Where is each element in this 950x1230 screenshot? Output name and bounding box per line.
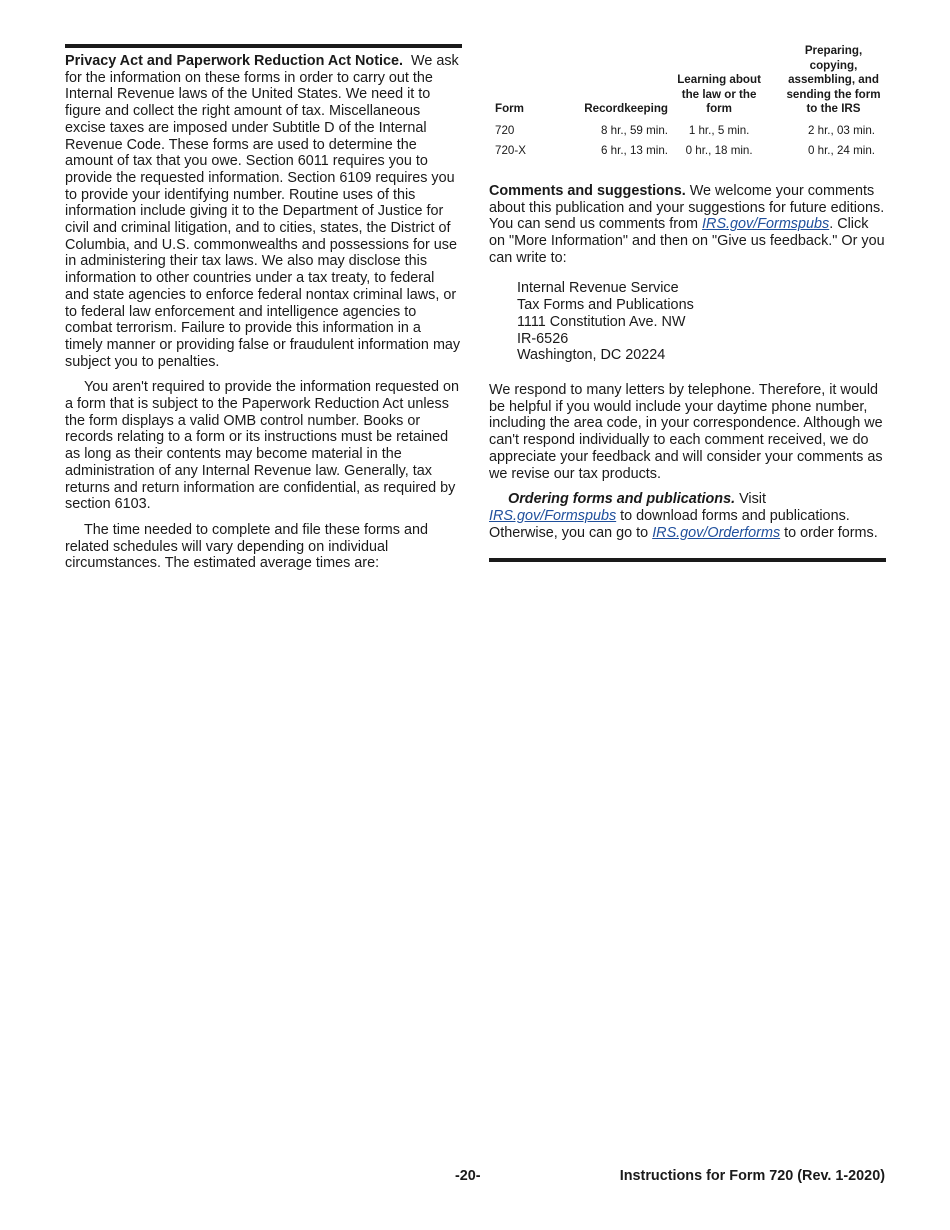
left-column: [65, 44, 462, 572]
ordering-heading: Ordering forms and publications.: [508, 491, 736, 508]
page-number: -20-: [455, 1168, 481, 1184]
cell-recordkeeping: 8 hr., 59 min.: [600, 123, 669, 137]
address-line: IR-6526: [517, 330, 569, 347]
cell-form: 720-X: [495, 143, 526, 157]
cell-form: 720: [495, 123, 515, 137]
table-header-row: [489, 44, 882, 120]
address-line: 1111 Constitution Ave. NW: [517, 313, 686, 330]
respond-paragraph: We respond to many letters by telephone. Therefore, it would be helpful if you would include your daytime phone number, including the area code, in your correspondence. Although we can't respond individually to each comment received, we do appreciate your feedback and will consider your comments as we revise our tax products.: [489, 382, 883, 482]
mailing-address: [517, 280, 886, 364]
cell-preparing: 0 hr., 24 min.: [807, 143, 875, 157]
right-column: [489, 44, 886, 562]
address-line: Washington, DC 20224: [517, 347, 666, 364]
time-needed-paragraph: The time needed to complete and file these forms and related schedules will vary depending on individual circumstances. The estimated average times are:: [65, 521, 428, 572]
ordering-text-1: Visit: [739, 491, 767, 508]
header-preparing: Preparing, copying, assembling, and sending the form to the IRS: [786, 44, 881, 116]
comments-paragraph: [489, 183, 886, 267]
header-recordkeeping: Recordkeeping: [584, 102, 669, 116]
cell-learning: 1 hr., 5 min.: [688, 123, 750, 137]
cell-recordkeeping: 6 hr., 13 min.: [600, 143, 669, 157]
header-form: Form: [495, 102, 524, 116]
comments-heading: Comments and suggestions.: [489, 182, 686, 199]
header-learning: Learning about the law or the form: [677, 73, 761, 116]
ordering-text-3: to order forms.: [784, 524, 878, 541]
formspubs-link-2[interactable]: IRS.gov/Formspubs: [489, 507, 617, 524]
paperwork-paragraph: You aren't required to provide the information requested on a form that is subject to the Paperwork Reduction Act unless the form displays a valid OMB control number. Books or records relating to a form or its instructions must be retained as long as their contents may become material in the administration of any Internal Revenue law. Generally, tax returns and return information are confidential, as required by section 6103.: [65, 379, 460, 513]
formspubs-link[interactable]: IRS.gov/Formspubs: [702, 216, 830, 233]
address-line: Tax Forms and Publications: [517, 297, 694, 314]
address-line: Internal Revenue Service: [517, 280, 679, 297]
estimated-times-table: [489, 44, 882, 160]
privacy-heading: Privacy Act and Paperwork Reduction Act Notice.: [65, 53, 404, 69]
document-title: Instructions for Form 720 (Rev. 1-2020): [619, 1168, 885, 1184]
table-row: [489, 140, 882, 160]
cell-preparing: 2 hr., 03 min.: [807, 123, 875, 137]
ordering-paragraph: [489, 491, 886, 541]
bottom-rule-right: [489, 558, 886, 562]
orderforms-link[interactable]: IRS.gov/Orderforms: [652, 524, 781, 541]
top-rule-left: [65, 44, 462, 48]
privacy-body: We ask for the information on these forms in order to carry out the Internal Revenue laws of the United States. We need it to figure and collect the right amount of tax. Miscellaneous excise taxes are imposed under Subtitle D of the Internal Revenue Code. These forms are used to determine the amount of tax that you owe. Section 6011 requires you to provide the requested information. Section 6109 requires you to provide your identifying number. Routine uses of this information include giving it to the Department of Justice for civil and criminal litigation, and to cities, states, the District of Columbia, and U.S. commonwealths and possessions for use in administering their tax laws. We also may disclose this information to other countries under a tax treaty, to federal and state agencies to enforce federal nontax criminal laws, or to federal law enforcement and intelligence agencies to combat terrorism. Failure to provide this information in a timely manner or providing false or fraudulent information may subject you to penalties.: [65, 53, 461, 370]
privacy-notice-paragraph: [65, 53, 462, 370]
comments-text-2: . Click on "More Information" and then on "Give us feedback." Or you can write to:: [489, 216, 885, 266]
comments-text-1: We welcome your comments about this publication and your suggestions for future editions. You can send us comments from: [489, 182, 885, 233]
ordering-text-2: to download forms and publications. Otherwise, you can go to: [489, 507, 850, 541]
cell-learning: 0 hr., 18 min.: [685, 143, 753, 157]
table-row: [489, 120, 882, 140]
